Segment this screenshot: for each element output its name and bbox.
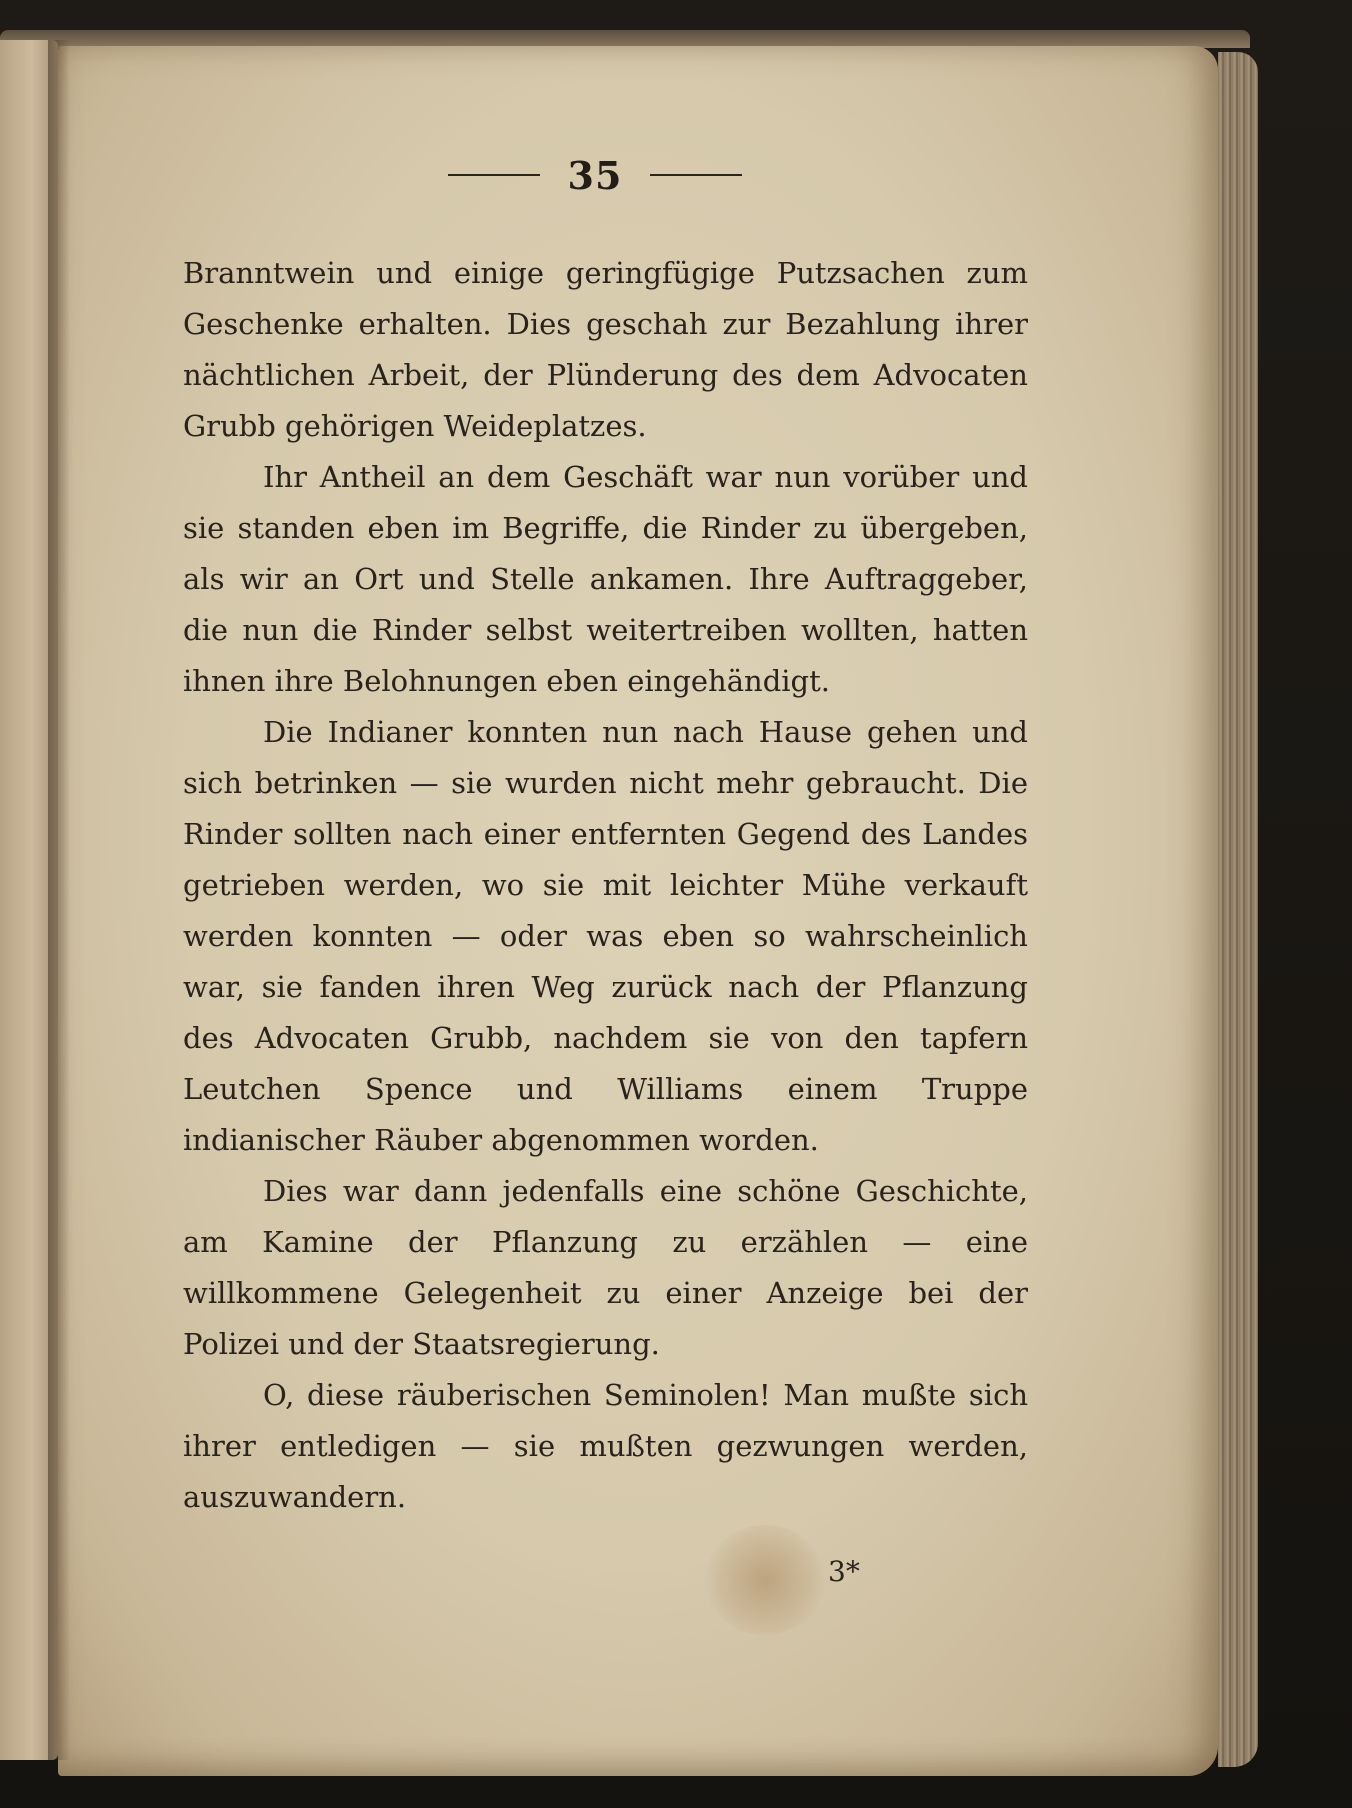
signature-mark: 3* bbox=[828, 1555, 860, 1588]
paragraph-1: Branntwein und einige geringfügige Putzsachen zum Geschenke erhalten. Dies geschah zur Bezahlung ihrer nächtlichen Arbeit, der Plünderung des dem Advocaten Grubb gehörigen Weideplatzes. bbox=[183, 256, 1028, 443]
body-text bbox=[183, 248, 1028, 1523]
spine-shadow bbox=[48, 40, 70, 1760]
paragraph-2: Ihr Antheil an dem Geschäft war nun vorüber und sie standen eben im Begriffe, die Rinder zu übergeben, als wir an Ort und Stelle ankamen. Ihre Auftraggeber, die nun die Rinder selbst weitertreiben wollten, hatten ihnen ihre Belohnungen eben eingehändigt. bbox=[183, 460, 1028, 698]
paragraph-3: Die Indianer konnten nun nach Hause gehen und sich betrinken — sie wurden nicht mehr gebraucht. Die Rinder sollten nach einer entfernten Gegend des Landes getrieben werden, wo sie mit leichter Mühe verkauft werden konnten — oder was eben so wahrscheinlich war, sie fanden ihren Weg zurück nach der Pflanzung des Advocaten Grubb, nachdem sie von den tapfern Leutchen Spence und Williams einem Truppe indianischer Räuber abgenommen worden. bbox=[183, 715, 1028, 1157]
water-stain bbox=[705, 1525, 825, 1635]
header-rule-right bbox=[650, 174, 742, 176]
page-number: 35 bbox=[567, 152, 623, 198]
paragraph-4: Dies war dann jedenfalls eine schöne Geschichte, am Kamine der Pflanzung zu erzählen — eine willkommene Gelegenheit zu einer Anzeige bei der Polizei und der Staatsregierung. bbox=[183, 1174, 1028, 1361]
page-header bbox=[430, 150, 760, 200]
page-block-edges bbox=[1218, 52, 1258, 1767]
header-rule-left bbox=[448, 174, 540, 176]
paragraph-5: O, diese räuberischen Seminolen! Man mußte sich ihrer entledigen — sie mußten gezwungen werden, auszuwandern. bbox=[183, 1378, 1028, 1514]
